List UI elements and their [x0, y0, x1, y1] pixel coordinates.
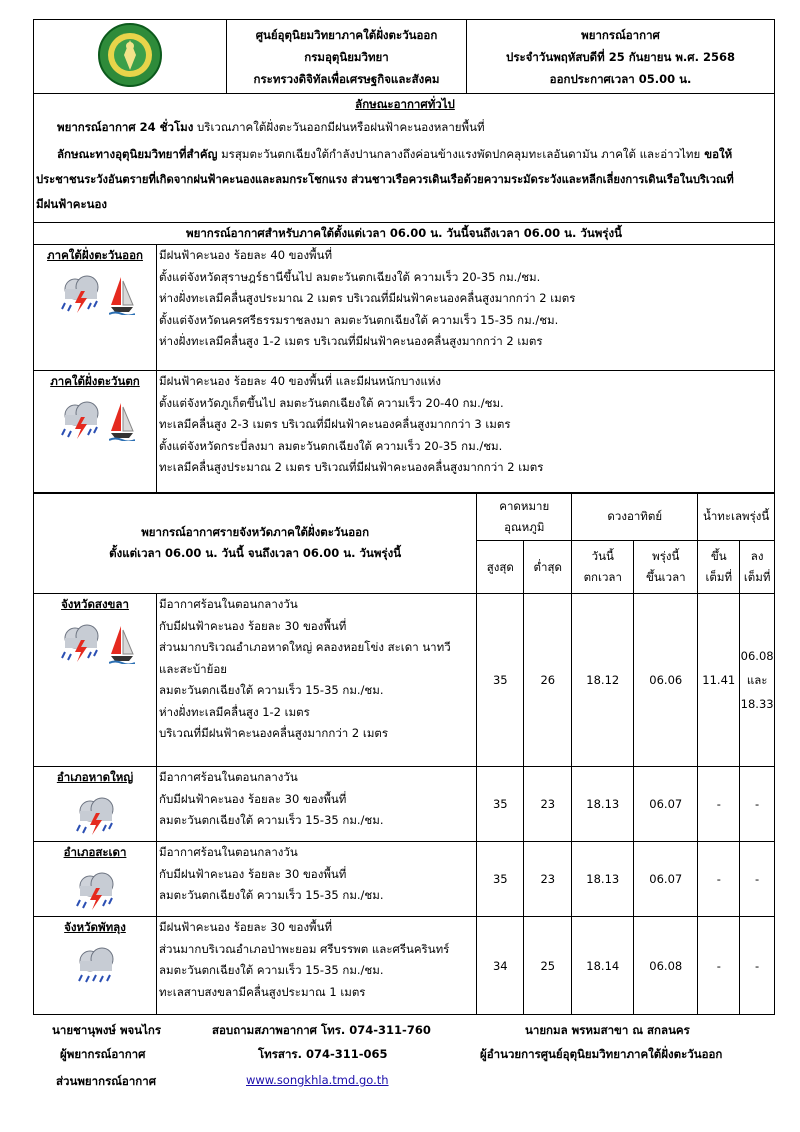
- detail-line: ลมตะวันตกเฉียงใต้ ความเร็ว 15-35 กม./ชม.: [159, 813, 384, 827]
- general-p1-label: พยากรณ์อากาศ 24 ชั่วโมง: [57, 120, 194, 134]
- general-title: ลักษณะอากาศทั่วไป: [355, 97, 455, 111]
- thunderstorm-icon: [55, 273, 105, 315]
- forecast-title-cell: [467, 20, 775, 94]
- boat-icon: [109, 624, 135, 664]
- detail-line: ลมตะวันตกเฉียงใต้ ความเร็ว 15-35 กม./ชม.: [159, 963, 384, 977]
- boat-icon: [109, 275, 135, 315]
- detail-line: ส่วนมากบริเวณอำเภอหาดใหญ่ คลองหอยโข่ง สะเดา นาทวี: [159, 640, 451, 654]
- col-temp-line: คาดหมาย: [499, 498, 550, 513]
- sunrise-time: 06.08: [634, 917, 698, 1015]
- detail-line: มีฝนฟ้าคะนอง ร้อยละ 30 ของพื้นที่: [159, 920, 333, 934]
- rain-cloud-icon: [70, 945, 120, 987]
- tide-low: -: [740, 917, 775, 1015]
- table-row: [34, 767, 775, 842]
- region-east-line: มีฝนฟ้าคะนอง ร้อยละ 40 ของพื้นที่: [159, 248, 333, 262]
- col-sunrise-header: [634, 541, 698, 594]
- detail-line: และสะบ้าย้อย: [159, 661, 227, 676]
- col-temp-line: อุณหภูมิ: [504, 519, 545, 534]
- tide-low: -: [740, 842, 775, 917]
- region-east-line: ห่างฝั่งทะเลมีคลื่นสูง 1-2 เมตร บริเวณที่มีฝนฟ้าคะนองคลื่นสูงมากกว่า 2 เมตร: [159, 334, 543, 348]
- director-title: ผู้อำนวยการศูนย์อุตุนิยมวิทยาภาคใต้ฝั่งตะวันออก: [480, 1047, 723, 1061]
- col-high-line: ขึ้น: [710, 549, 727, 563]
- region-east-line: ห่างฝั่งทะเลมีคลื่นสูงประมาณ 2 เมตร บริเวณที่มีฝนฟ้าคะนองคลื่นสูงมากกว่า 2 เมตร: [159, 291, 576, 305]
- table-row: [34, 842, 775, 917]
- temp-min: 26: [524, 594, 572, 767]
- org-line-3: กระทรวงดิจิทัลเพื่อเศรษฐกิจและสังคม: [253, 71, 440, 86]
- province-icons: [34, 622, 156, 664]
- region-east-detail: [157, 245, 775, 371]
- tmd-logo: [90, 22, 170, 88]
- col-sunset-line: วันนี้: [591, 549, 614, 563]
- detail-line: ทะเลสาบสงขลามีคลื่นสูงประมาณ 1 เมตร: [159, 984, 366, 999]
- province-table: [33, 492, 775, 1015]
- region-west-icons: [34, 399, 156, 441]
- tide-high: 11.41: [698, 594, 740, 767]
- sunset-time: 18.13: [572, 767, 634, 842]
- tide-high: -: [698, 842, 740, 917]
- general-p2-line2: ประชาชนระวังอันตรายที่เกิดจากฝนฟ้าคะนองและลมกระโชกแรง ส่วนชาวเรือควรเดินเรือด้วยความระมัดระวังและหลีกเลี่ยงการเดินเรือในบริเวณที่: [36, 173, 734, 186]
- general-p2: [57, 144, 732, 166]
- region-west-line: มีฝนฟ้าคะนอง ร้อยละ 40 ของพื้นที่ และมีฝนหนักบางแห่ง: [159, 374, 441, 388]
- logo-cell: [34, 20, 227, 94]
- province-name: จังหวัดพัทลุง: [64, 920, 126, 934]
- sunset-time: 18.14: [572, 917, 634, 1015]
- tide-high: -: [698, 917, 740, 1015]
- region-east-line: ตั้งแต่จังหวัดสุราษฎร์ธานีขึ้นไป ลมตะวันตกเฉียงใต้ ความเร็ว 20-35 กม./ชม.: [159, 269, 541, 284]
- org-line-2: กรมอุตุนิยมวิทยา: [304, 49, 389, 64]
- province-name: อำเภอสะเดา: [63, 845, 127, 859]
- boat-icon: [109, 401, 135, 441]
- detail-line: บริเวณที่มีฝนฟ้าคะนองคลื่นสูงมากกว่า 2 เมตร: [159, 726, 389, 740]
- region-west-line: ตั้งแต่จังหวัดกระบี่ลงมา ลมตะวันตกเฉียงใต้ ความเร็ว 20-35 กม./ชม.: [159, 438, 503, 453]
- director-name: นายกมล พรหมสาขา ณ สกลนคร: [525, 1023, 690, 1037]
- region-west-line: ทะเลมีคลื่นสูงประมาณ 2 เมตร บริเวณที่มีฝนฟ้าคะนองคลื่นสูงมากกว่า 2 เมตร: [159, 460, 544, 474]
- website-link[interactable]: www.songkhla.tmd.go.th: [246, 1073, 389, 1087]
- province-name: จังหวัดสงขลา: [61, 597, 129, 611]
- region-west-name: ภาคใต้ฝั่งตะวันตก: [50, 374, 140, 388]
- detail-line: มีอากาศร้อนในตอนกลางวัน: [159, 770, 298, 784]
- province-detail: [157, 917, 477, 1015]
- col-sunrise-line: พรุ่งนี้: [652, 549, 680, 563]
- province-detail: [157, 594, 477, 767]
- col-tide-low-header: [740, 541, 775, 594]
- general-p1: [57, 117, 485, 139]
- forecast-title: พยากรณ์อากาศ: [581, 27, 660, 42]
- thunderstorm-icon: [55, 399, 105, 441]
- sunrise-time: 06.06: [634, 594, 698, 767]
- temp-max: 35: [477, 594, 524, 767]
- province-name-cell: [34, 767, 157, 842]
- detail-line: มีอากาศร้อนในตอนกลางวัน: [159, 597, 298, 611]
- province-title-line-2: ตั้งแต่เวลา 06.00 น. วันนี้ จนถึงเวลา 06.00 น. วันพรุ่งนี้: [109, 546, 402, 560]
- general-p2-text: มรสุมตะวันตกเฉียงใต้กำลังปานกลางถึงค่อนข้างแรงพัดปกคลุมทะเลอันดามัน ภาคใต้ และอ่าวไทย: [217, 147, 701, 161]
- tide-low: -: [740, 767, 775, 842]
- general-p2-label: ลักษณะทางอุตุนิยมวิทยาที่สำคัญ: [57, 147, 218, 161]
- region-east-icons: [34, 273, 156, 315]
- province-name-cell: [34, 917, 157, 1015]
- org-cell: [227, 20, 467, 94]
- temp-max: 35: [477, 767, 524, 842]
- detail-line: มีอากาศร้อนในตอนกลางวัน: [159, 845, 298, 859]
- province-icons: [34, 870, 156, 912]
- temp-min: 23: [524, 767, 572, 842]
- sunrise-time: 06.07: [634, 842, 698, 917]
- tide-low: [740, 594, 775, 767]
- forecaster-division: ส่วนพยากรณ์อากาศ: [56, 1074, 157, 1088]
- thunderstorm-icon: [70, 795, 120, 837]
- regional-table: [33, 222, 775, 494]
- region-west-line: ทะเลมีคลื่นสูง 2-3 เมตร บริเวณที่มีฝนฟ้าคะนองคลื่นสูงมากกว่า 3 เมตร: [159, 417, 511, 431]
- temp-max: 34: [477, 917, 524, 1015]
- tide-low-line: 06.08: [740, 649, 774, 663]
- col-high-line: เต็มที่: [705, 570, 733, 584]
- detail-line: กับมีฝนฟ้าคะนอง ร้อยละ 30 ของพื้นที่: [159, 618, 347, 633]
- province-detail: [157, 842, 477, 917]
- sunset-time: 18.13: [572, 842, 634, 917]
- col-low-line: ลง: [750, 549, 764, 563]
- forecast-date: ประจำวันพฤหัสบดีที่ 25 กันยายน พ.ศ. 2568: [506, 49, 735, 64]
- detail-line: ลมตะวันตกเฉียงใต้ ความเร็ว 15-35 กม./ชม.: [159, 888, 384, 902]
- province-name-cell: [34, 842, 157, 917]
- temp-min: 25: [524, 917, 572, 1015]
- col-min-header: ต่ำสุด: [524, 541, 572, 594]
- temp-max: 35: [477, 842, 524, 917]
- table-row: [34, 917, 775, 1015]
- province-name-cell: [34, 594, 157, 767]
- general-section: [33, 93, 775, 222]
- detail-line: ส่วนมากบริเวณอำเภอป่าพะยอม ศรีบรรพต และศรีนครินทร์: [159, 941, 450, 956]
- sunrise-time: 06.07: [634, 767, 698, 842]
- province-name: อำเภอหาดใหญ่: [56, 770, 134, 784]
- forecast-issue-time: ออกประกาศเวลา 05.00 น.: [549, 71, 692, 86]
- col-tide-high-header: [698, 541, 740, 594]
- province-detail: [157, 767, 477, 842]
- col-max-header: สูงสุด: [477, 541, 524, 594]
- detail-line: กับมีฝนฟ้าคะนอง ร้อยละ 30 ของพื้นที่: [159, 866, 347, 881]
- forecaster-title: ผู้พยากรณ์อากาศ: [60, 1047, 146, 1061]
- thunderstorm-icon: [55, 622, 105, 664]
- col-temp-header: [477, 493, 572, 541]
- tide-low-line: 18.33: [740, 697, 774, 711]
- detail-line: กับมีฝนฟ้าคะนอง ร้อยละ 30 ของพื้นที่: [159, 791, 347, 806]
- col-sun-header: ดวงอาทิตย์: [572, 493, 698, 541]
- detail-line: ห่างฝั่งทะเลมีคลื่นสูง 1-2 เมตร: [159, 704, 310, 719]
- general-p2-line3: มีฝนฟ้าคะนอง: [36, 197, 108, 211]
- col-sunset-line: ตกเวลา: [583, 570, 622, 584]
- col-low-line: เต็มที่: [743, 570, 771, 584]
- region-east-cell: [34, 245, 157, 371]
- province-table-title: [34, 493, 477, 594]
- province-icons: [34, 795, 156, 837]
- tide-high: -: [698, 767, 740, 842]
- general-p2-bold: ขอให้: [700, 147, 733, 161]
- contact-fax: โทรสาร. 074-311-065: [258, 1047, 388, 1061]
- region-east-name: ภาคใต้ฝั่งตะวันออก: [47, 248, 143, 262]
- org-line-1: ศูนย์อุตุนิยมวิทยาภาคใต้ฝั่งตะวันออก: [255, 27, 438, 42]
- region-east-line: ตั้งแต่จังหวัดนครศรีธรรมราชลงมา ลมตะวันตกเฉียงใต้ ความเร็ว 15-35 กม./ชม.: [159, 312, 559, 327]
- province-title-line-1: พยากรณ์อากาศรายจังหวัดภาคใต้ฝั่งตะวันออก: [141, 524, 370, 539]
- region-west-detail: [157, 371, 775, 494]
- tide-low-line: และ: [746, 673, 768, 687]
- table-row: [34, 594, 775, 767]
- region-west-cell: [34, 371, 157, 494]
- forecaster-name: นายชานุพงษ์ พจนไกร: [52, 1023, 162, 1037]
- region-west-line: ตั้งแต่จังหวัดภูเก็ตขึ้นไป ลมตะวันตกเฉียงใต้ ความเร็ว 20-40 กม./ชม.: [159, 395, 504, 410]
- sunset-time: 18.12: [572, 594, 634, 767]
- col-sunrise-line: ขึ้นเวลา: [645, 570, 686, 584]
- col-tide-header: น้ำทะเลพรุ่งนี้: [698, 493, 775, 541]
- thunderstorm-icon: [70, 870, 120, 912]
- province-icons: [34, 945, 156, 987]
- temp-min: 23: [524, 842, 572, 917]
- regional-title: พยากรณ์อากาศสำหรับภาคใต้ตั้งแต่เวลา 06.00 น. วันนี้จนถึงเวลา 06.00 น. วันพรุ่งนี้: [34, 223, 775, 245]
- header-table: [33, 19, 775, 94]
- col-sunset-header: [572, 541, 634, 594]
- contact-phone: สอบถามสภาพอากาศ โทร. 074-311-760: [212, 1023, 431, 1037]
- detail-line: ลมตะวันตกเฉียงใต้ ความเร็ว 15-35 กม./ชม.: [159, 683, 384, 697]
- general-p1-text: บริเวณภาคใต้ฝั่งตะวันออกมีฝนหรือฝนฟ้าคะนองหลายพื้นที่: [193, 120, 485, 134]
